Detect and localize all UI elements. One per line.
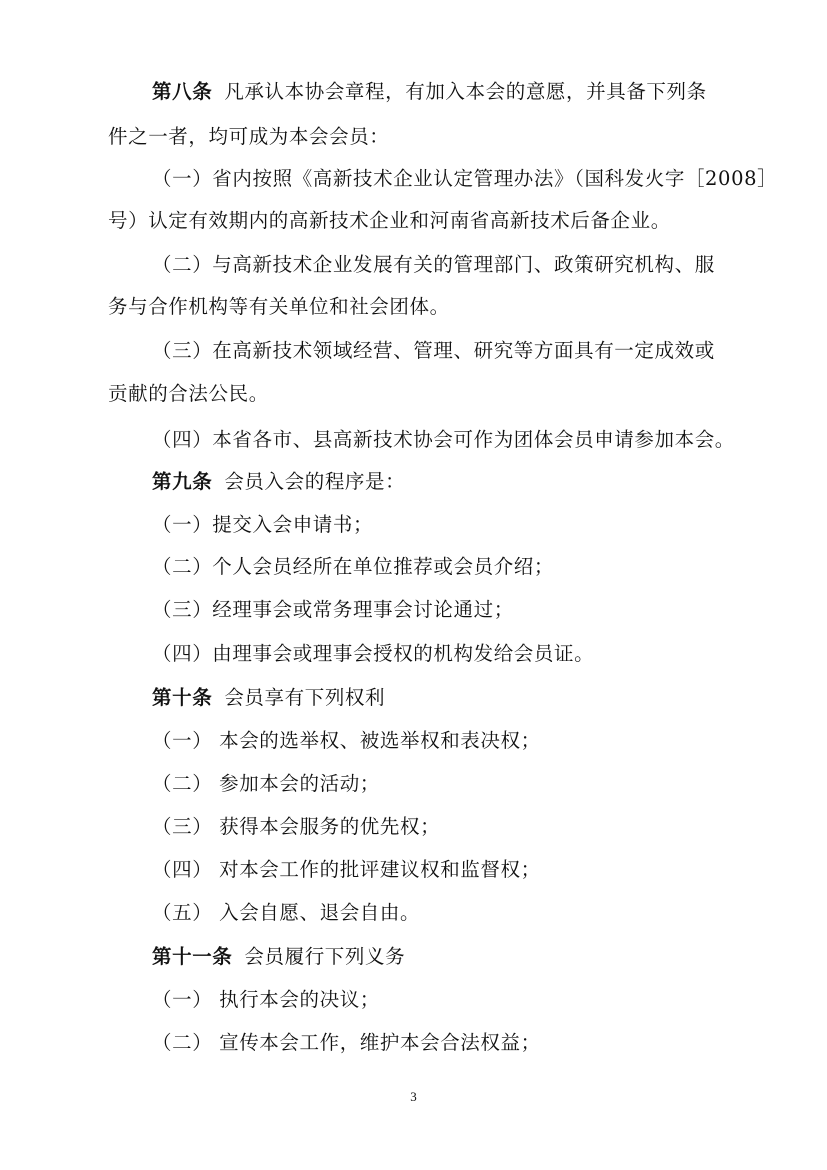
article-8-heading: 第八条 bbox=[152, 80, 213, 103]
article-11-line bbox=[152, 947, 405, 967]
article-11-text: 会员履行下列义务 bbox=[244, 945, 406, 968]
article-10-line bbox=[152, 688, 385, 708]
article-10-heading: 第十条 bbox=[152, 686, 213, 709]
article-8-text-1: 凡承认本协会章程，有加入本会的意愿，并具备下列条 bbox=[224, 80, 707, 103]
article-11-item-1: （一） 执行本会的决议； bbox=[152, 988, 380, 1011]
article-9-text: 会员入会的程序是： bbox=[224, 470, 406, 493]
article-9-line bbox=[152, 472, 405, 492]
article-9-item-3: （三）经理事会或常务理事会讨论通过； bbox=[152, 598, 514, 621]
article-10-item-2: （二） 参加本会的活动； bbox=[152, 772, 380, 795]
article-8-item-2-line-2: 务与合作机构等有关单位和社会团体。 bbox=[108, 295, 450, 318]
article-11-item-2: （二） 宣传本会工作，维护本会合法权益； bbox=[152, 1031, 541, 1054]
article-8-item-4: （四）本省各市、县高新技术协会可作为团体会员申请参加本会。 bbox=[152, 428, 735, 451]
article-8-line-1 bbox=[152, 82, 707, 102]
article-9-heading: 第九条 bbox=[152, 470, 213, 493]
article-8-item-3-line-2: 贡献的合法公民。 bbox=[108, 382, 269, 405]
article-9-item-1: （一）提交入会申请书； bbox=[152, 513, 374, 536]
page-number: 3 bbox=[410, 1089, 417, 1104]
article-10-text: 会员享有下列权利 bbox=[224, 686, 386, 709]
article-8-item-3-line-1: （三）在高新技术领域经营、管理、研究等方面具有一定成效或 bbox=[152, 339, 715, 362]
article-9-item-2: （二）个人会员经所在单位推荐或会员介绍； bbox=[152, 555, 555, 578]
article-10-item-5: （五） 入会自愿、退会自由。 bbox=[152, 901, 421, 924]
article-9-item-4: （四）由理事会或理事会授权的机构发给会员证。 bbox=[152, 642, 595, 665]
article-10-item-3: （三） 获得本会服务的优先权； bbox=[152, 815, 441, 838]
article-10-item-4: （四） 对本会工作的批评建议权和监督权； bbox=[152, 858, 541, 881]
article-8-item-2-line-1: （二）与高新技术企业发展有关的管理部门、政策研究机构、服 bbox=[152, 253, 715, 276]
article-8-item-1-line-2: 号）认定有效期内的高新技术企业和河南省高新技术后备企业。 bbox=[108, 209, 671, 232]
article-11-heading: 第十一条 bbox=[152, 945, 233, 968]
article-8-item-1-line-1: （一）省内按照《高新技术企业认定管理办法》（国科发火字［2008］ bbox=[152, 167, 778, 190]
article-10-item-1: （一） 本会的选举权、被选举权和表决权； bbox=[152, 729, 541, 752]
article-8-line-2: 件之一者，均可成为本会会员： bbox=[108, 125, 390, 148]
